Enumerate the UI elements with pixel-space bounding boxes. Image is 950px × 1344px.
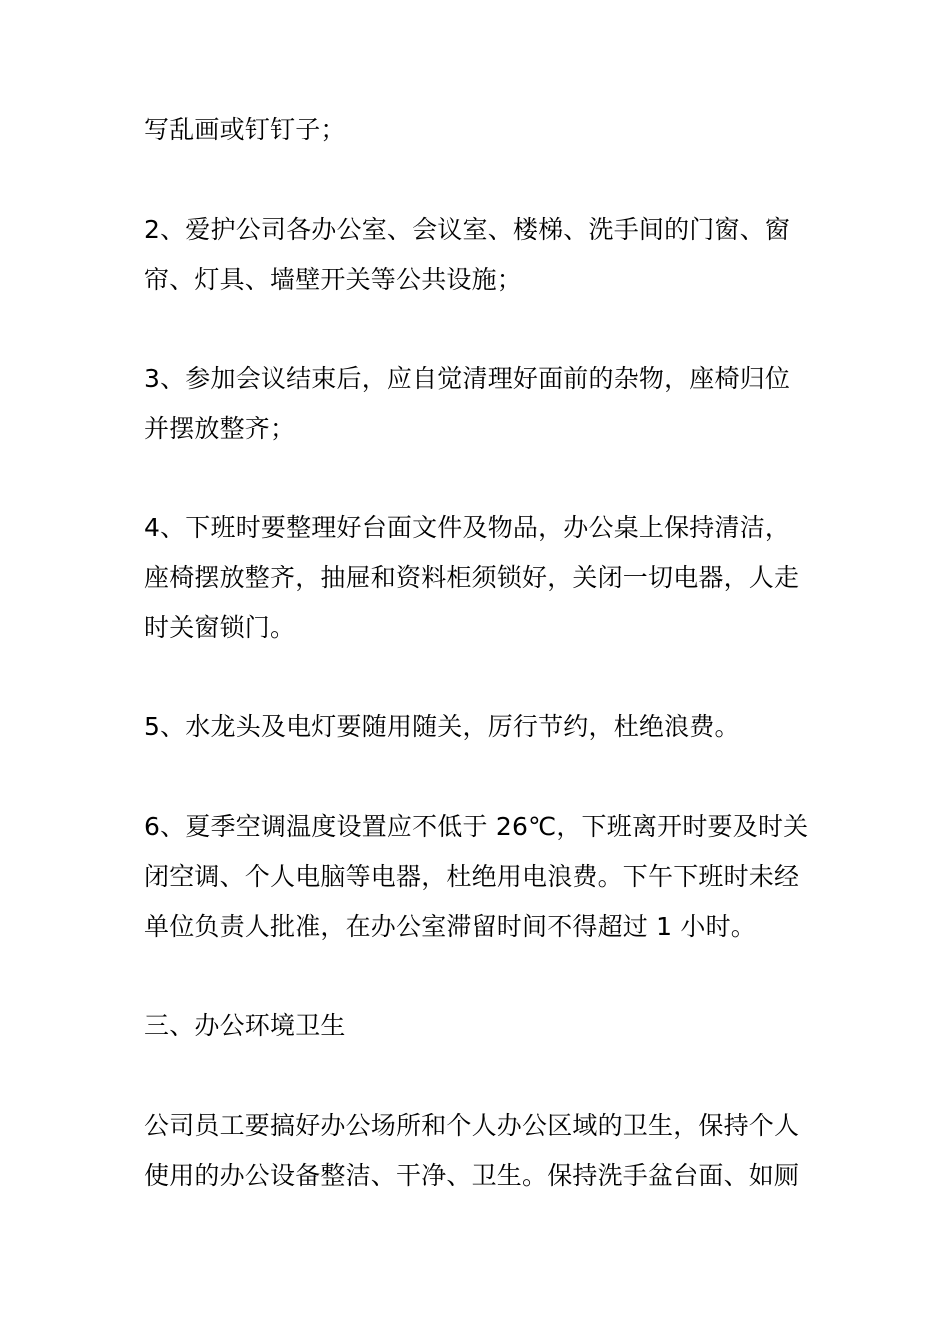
text-line: 公司员工要搞好办公场所和个人办公区域的卫生，保持个人: [144, 1111, 800, 1140]
paragraph-item-2: [144, 205, 834, 305]
text-line: 4、下班时要整理好台面文件及物品，办公桌上保持清洁，: [144, 513, 791, 542]
text-line: 单位负责人批准，在办公室滞留时间不得超过 1 小时。: [144, 912, 757, 941]
text-line: 5、水龙头及电灯要随用随关，厉行节约，杜绝浪费。: [144, 712, 740, 741]
text-line: 时关窗锁门。: [144, 613, 296, 642]
text-line: 并摆放整齐；: [144, 414, 296, 443]
paragraph-item-3: [144, 354, 834, 454]
text-line: 3、参加会议结束后，应自觉清理好面前的杂物，座椅归位: [144, 364, 791, 393]
section-heading-3: [144, 1001, 834, 1051]
paragraph-item-6: [144, 802, 834, 952]
paragraph-continuation: [144, 105, 834, 155]
text-line: 闭空调、个人电脑等电器，杜绝用电浪费。下午下班时未经: [144, 862, 800, 891]
text-line: 三、办公环境卫生: [144, 1011, 346, 1040]
text-line: 座椅摆放整齐，抽屉和资料柜须锁好，关闭一切电器，人走: [144, 563, 800, 592]
paragraph-section-3-body: [144, 1101, 834, 1201]
text-line: 6、夏季空调温度设置应不低于 26℃，下班离开时要及时关: [144, 812, 809, 841]
paragraph-item-5: [144, 702, 834, 752]
text-line: 使用的办公设备整洁、干净、卫生。保持洗手盆台面、如厕: [144, 1161, 800, 1190]
text-line: 2、爱护公司各办公室、会议室、楼梯、洗手间的门窗、窗: [144, 215, 791, 244]
text-line: 写乱画或钉钉子；: [144, 115, 346, 144]
text-line: 帘、灯具、墙壁开关等公共设施；: [144, 265, 523, 294]
paragraph-item-4: [144, 503, 834, 653]
